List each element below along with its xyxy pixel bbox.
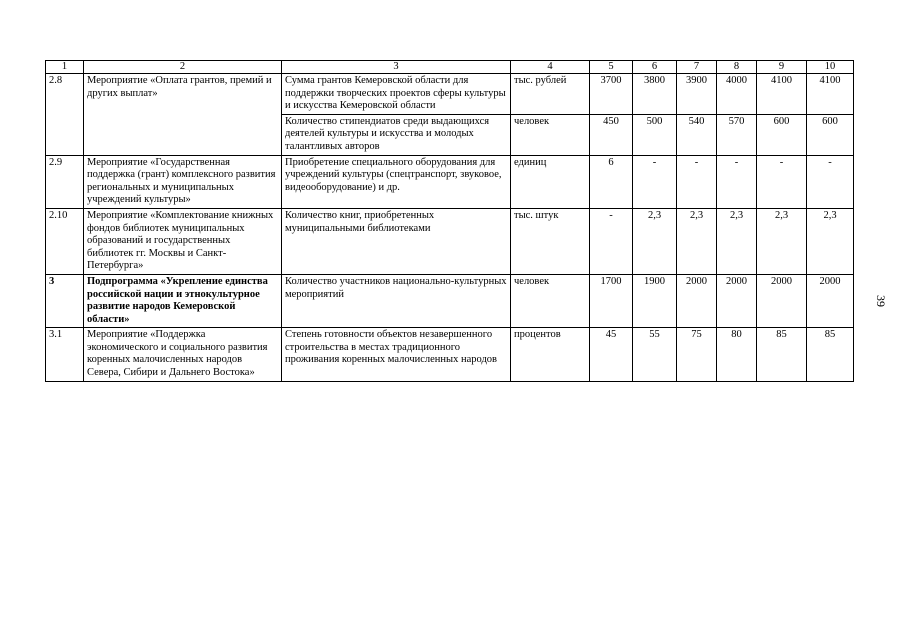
value-cell: 45	[590, 328, 633, 381]
table-row	[46, 155, 854, 208]
row-number: 2.9	[46, 155, 84, 208]
value-cell: 4000	[717, 74, 757, 115]
value-cell: 55	[633, 328, 677, 381]
row-number: 3.1	[46, 328, 84, 381]
table-row	[46, 328, 854, 381]
measure-name: Мероприятие «Государственная поддержка (грант) комплексного развития региональных и муниципальных учреждений культуры»	[84, 155, 282, 208]
column-number: 1	[46, 61, 84, 74]
value-cell: 570	[717, 114, 757, 155]
value-cell: -	[633, 155, 677, 208]
value-cell: 2,3	[677, 208, 717, 274]
column-number: 6	[633, 61, 677, 74]
value-cell: 3800	[633, 74, 677, 115]
measure-name: Мероприятие «Комплектование книжных фондов библиотек муниципальных образований и государственных библиотек гг. Москвы и Санкт-Петербурга»	[84, 208, 282, 274]
value-cell: 3700	[590, 74, 633, 115]
value-cell: -	[677, 155, 717, 208]
column-number: 2	[84, 61, 282, 74]
unit: процентов	[511, 328, 590, 381]
unit: тыс. штук	[511, 208, 590, 274]
column-number: 4	[511, 61, 590, 74]
row-number: 3	[46, 274, 84, 327]
subprogram-name: Подпрограмма «Укрепление единства российской нации и этнокультурное развитие народов Кемеровской области»	[84, 274, 282, 327]
unit: человек	[511, 114, 590, 155]
value-cell: 6	[590, 155, 633, 208]
value-cell: 3900	[677, 74, 717, 115]
value-cell: 4100	[757, 74, 807, 115]
column-number-row	[46, 61, 854, 74]
value-cell: 450	[590, 114, 633, 155]
value-cell: -	[807, 155, 854, 208]
value-cell: 85	[807, 328, 854, 381]
measure-name: Мероприятие «Поддержка экономического и социального развития коренных малочисленных народов Севера, Сибири и Дальнего Востока»	[84, 328, 282, 381]
value-cell: 2000	[807, 274, 854, 327]
indicator-name: Количество участников национально-культурных мероприятий	[282, 274, 511, 327]
column-number: 10	[807, 61, 854, 74]
value-cell: 1900	[633, 274, 677, 327]
value-cell: 500	[633, 114, 677, 155]
value-cell: 2000	[677, 274, 717, 327]
indicator-name: Степень готовности объектов незавершенного строительства в местах традиционного проживания коренных малочисленных народов	[282, 328, 511, 381]
table-row	[46, 274, 854, 327]
value-cell: 600	[807, 114, 854, 155]
unit: человек	[511, 274, 590, 327]
row-number: 2.10	[46, 208, 84, 274]
value-cell: 2,3	[633, 208, 677, 274]
measure-name: Мероприятие «Оплата грантов, премий и других выплат»	[84, 74, 282, 156]
unit: единиц	[511, 155, 590, 208]
indicator-name: Сумма грантов Кемеровской области для поддержки творческих проектов сферы культуры и искусства Кемеровской области	[282, 74, 511, 115]
value-cell: 4100	[807, 74, 854, 115]
value-cell: -	[757, 155, 807, 208]
value-cell: -	[717, 155, 757, 208]
indicators-table	[45, 60, 854, 382]
value-cell: 540	[677, 114, 717, 155]
value-cell: 2000	[757, 274, 807, 327]
value-cell: 1700	[590, 274, 633, 327]
value-cell: 2000	[717, 274, 757, 327]
indicator-name: Количество стипендиатов среди выдающихся деятелей культуры и искусства и молодых талантливых авторов	[282, 114, 511, 155]
unit: тыс. рублей	[511, 74, 590, 115]
column-number: 9	[757, 61, 807, 74]
value-cell: 75	[677, 328, 717, 381]
indicator-name: Количество книг, приобретенных муниципальными библиотеками	[282, 208, 511, 274]
value-cell: 2,3	[807, 208, 854, 274]
indicator-name: Приобретение специального оборудования для учреждений культуры (спецтранспорт, звуковое, видеооборудование) и др.	[282, 155, 511, 208]
column-number: 3	[282, 61, 511, 74]
table-row	[46, 74, 854, 115]
column-number: 8	[717, 61, 757, 74]
value-cell: 2,3	[757, 208, 807, 274]
row-number: 2.8	[46, 74, 84, 156]
column-number: 7	[677, 61, 717, 74]
column-number: 5	[590, 61, 633, 74]
value-cell: 2,3	[717, 208, 757, 274]
value-cell: 80	[717, 328, 757, 381]
page-number: 39	[874, 295, 888, 307]
value-cell: -	[590, 208, 633, 274]
value-cell: 600	[757, 114, 807, 155]
table-row	[46, 208, 854, 274]
value-cell: 85	[757, 328, 807, 381]
